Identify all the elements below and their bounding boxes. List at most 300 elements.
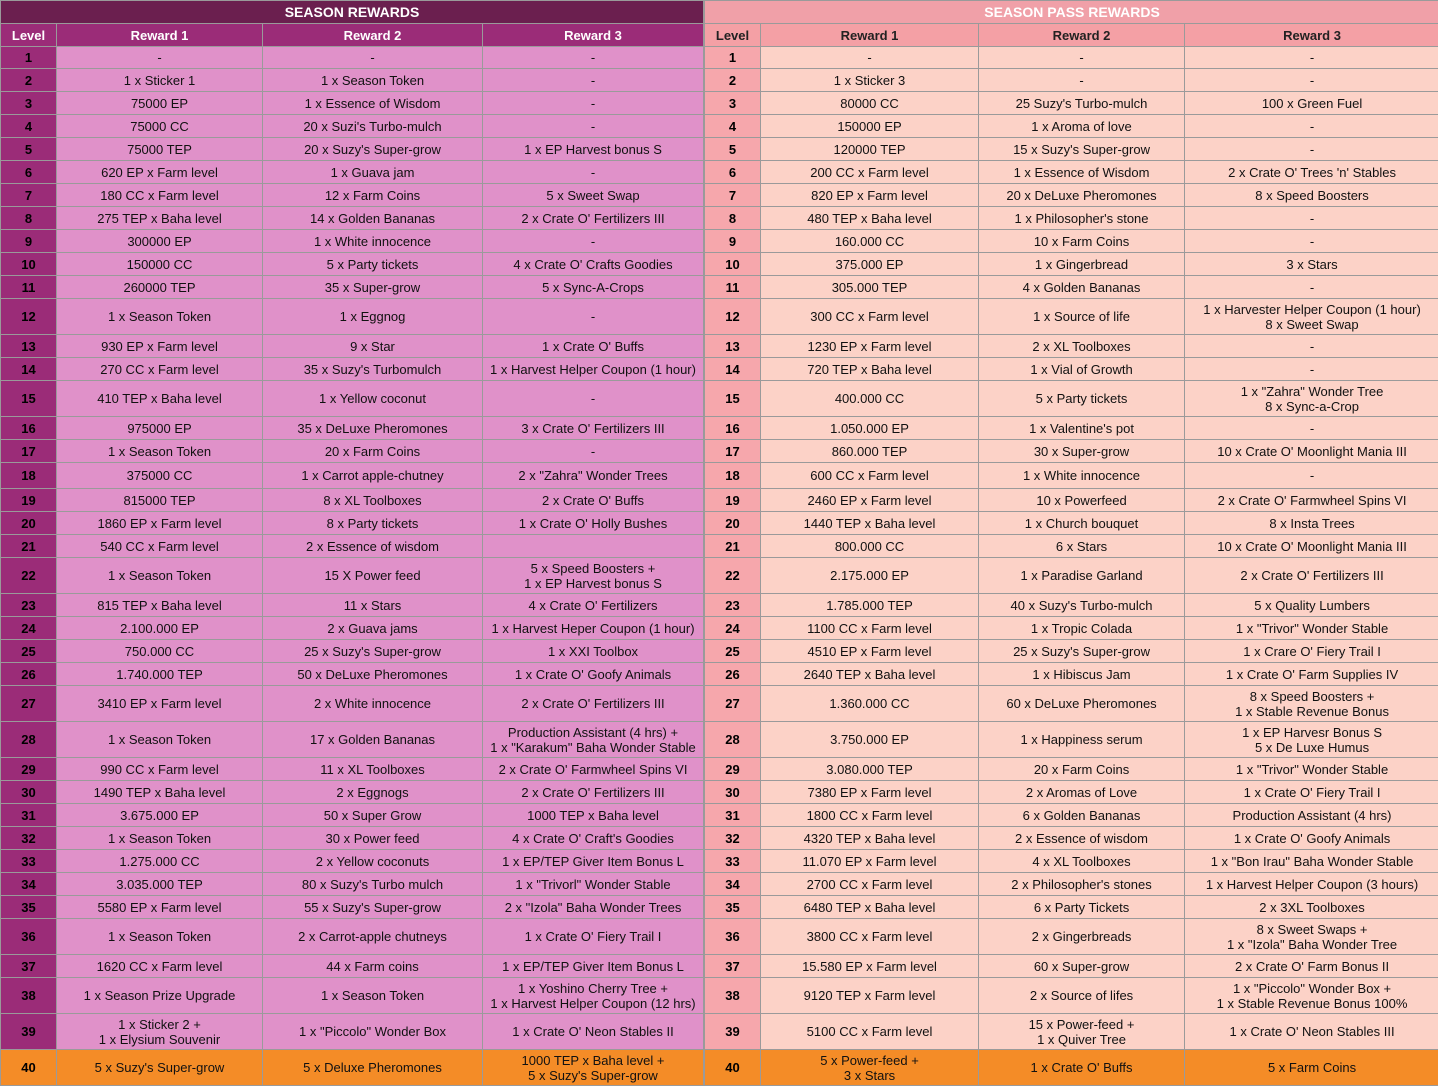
season-pass-reward-row [705,512,1438,535]
reward-3-cell: 10 x Crate O' Moonlight Mania III [1185,535,1438,558]
reward-2-cell: 60 x Super-grow [979,955,1185,978]
season-reward-row [1,781,704,804]
reward-2-cell: 2 x Essence of wisdom [979,827,1185,850]
reward-1-cell: 1 x Season Token [57,299,263,335]
season-pass-reward-row [705,47,1438,69]
reward-1-cell: 3800 CC x Farm level [761,919,979,955]
reward-3-cell: 10 x Crate O' Moonlight Mania III [1185,440,1438,463]
reward-1-cell: 1 x Season Prize Upgrade [57,978,263,1014]
level-cell: 25 [705,640,761,663]
level-cell: 9 [705,230,761,253]
level-cell: 28 [1,722,57,758]
season-reward-row [1,758,704,781]
season-reward-row [1,138,704,161]
season-reward-row [1,686,704,722]
level-cell: 20 [705,512,761,535]
reward-1-cell: 1860 EP x Farm level [57,512,263,535]
level-cell: 23 [1,594,57,617]
reward-2-cell: 1 x "Piccolo" Wonder Box [263,1014,483,1050]
season-reward-row [1,299,704,335]
reward-1-cell: 260000 TEP [57,276,263,299]
season-reward-row [1,535,704,558]
reward-2-cell: 1 x Valentine's pot [979,417,1185,440]
reward-3-cell: 2 x Crate O' Trees 'n' Stables [1185,161,1438,184]
season-pass-reward-row [705,617,1438,640]
level-cell: 7 [705,184,761,207]
reward-3-cell: - [483,161,704,184]
reward-2-cell: 8 x XL Toolboxes [263,489,483,512]
reward-2-cell: 20 x Suzy's Super-grow [263,138,483,161]
level-cell: 39 [705,1014,761,1050]
reward-2-cell: 20 x Suzi's Turbo-mulch [263,115,483,138]
reward-3-cell: - [483,230,704,253]
level-cell: 28 [705,722,761,758]
reward-3-cell: - [1185,417,1438,440]
reward-1-cell: 1 x Sticker 3 [761,69,979,92]
reward-2-cell: 12 x Farm Coins [263,184,483,207]
level-cell: 2 [1,69,57,92]
level-cell: 12 [1,299,57,335]
level-cell: 24 [705,617,761,640]
season-pass-reward-row [705,115,1438,138]
reward-2-cell: 2 x Yellow coconuts [263,850,483,873]
season-pass-reward-row [705,381,1438,417]
season-pass-reward-row [705,230,1438,253]
reward-1-cell: 3.035.000 TEP [57,873,263,896]
reward-2-cell: 10 x Farm Coins [979,230,1185,253]
season-pass-reward-row [705,184,1438,207]
reward-3-cell: 2 x Crate O' Farm Bonus II [1185,955,1438,978]
reward-2-cell: 1 x Season Token [263,69,483,92]
reward-1-cell: 300 CC x Farm level [761,299,979,335]
reward-1-cell: 3.080.000 TEP [761,758,979,781]
reward-2-cell: 9 x Star [263,335,483,358]
season-reward-row [1,512,704,535]
reward-2-cell: 1 x Paradise Garland [979,558,1185,594]
season-reward-row [1,207,704,230]
reward-2-cell: 2 x White innocence [263,686,483,722]
reward-3-cell: 3 x Stars [1185,253,1438,276]
season-pass-reward-row [705,781,1438,804]
reward-2-cell: 25 x Suzy's Super-grow [979,640,1185,663]
reward-1-cell: 800.000 CC [761,535,979,558]
reward-3-cell: 1 x Yoshino Cherry Tree + 1 x Harvest Helper Coupon (12 hrs) [483,978,704,1014]
reward-2-cell: 6 x Party Tickets [979,896,1185,919]
level-cell: 14 [1,358,57,381]
level-cell: 38 [1,978,57,1014]
level-cell: 10 [1,253,57,276]
reward-1-cell: 1490 TEP x Baha level [57,781,263,804]
season-pass-reward-row [705,594,1438,617]
reward-2-cell: 2 x Carrot-apple chutneys [263,919,483,955]
season-pass-reward-row [705,722,1438,758]
reward-2-cell: 25 x Suzy's Super-grow [263,640,483,663]
reward-2-cell: 1 x Happiness serum [979,722,1185,758]
reward-2-cell: 1 x Eggnog [263,299,483,335]
reward-2-cell: 14 x Golden Bananas [263,207,483,230]
reward-3-cell: - [1185,276,1438,299]
season-pass-reward-row [705,207,1438,230]
reward-2-cell: 15 X Power feed [263,558,483,594]
reward-3-cell: 2 x Crate O' Fertilizers III [1185,558,1438,594]
reward-2-cell: 15 x Power-feed + 1 x Quiver Tree [979,1014,1185,1050]
reward-2-cell: 5 x Party tickets [263,253,483,276]
level-cell: 22 [1,558,57,594]
level-cell: 3 [705,92,761,115]
reward-1-cell: 6480 TEP x Baha level [761,896,979,919]
reward-1-cell: 1620 CC x Farm level [57,955,263,978]
reward-2-cell: 15 x Suzy's Super-grow [979,138,1185,161]
season-pass-reward-row [705,535,1438,558]
level-cell: 37 [1,955,57,978]
level-cell: 37 [705,955,761,978]
season-pass-reward-row [705,804,1438,827]
reward-1-cell: 3.750.000 EP [761,722,979,758]
column-header-reward-1: Reward 1 [57,24,263,47]
reward-3-cell: 5 x Sync-A-Crops [483,276,704,299]
season-pass-reward-row [705,489,1438,512]
season-reward-row [1,463,704,489]
reward-3-cell: 1 x Crate O' Goofy Animals [483,663,704,686]
reward-1-cell: 15.580 EP x Farm level [761,955,979,978]
level-cell: 17 [705,440,761,463]
reward-1-cell: 180 CC x Farm level [57,184,263,207]
reward-1-cell: 400.000 CC [761,381,979,417]
season-pass-reward-row [705,896,1438,919]
reward-1-cell: 1440 TEP x Baha level [761,512,979,535]
reward-2-cell: 11 x Stars [263,594,483,617]
reward-2-cell: 1 x Guava jam [263,161,483,184]
season-reward-row [1,440,704,463]
reward-3-cell: 1 x Crate O' Neon Stables II [483,1014,704,1050]
reward-3-cell: 4 x Crate O' Craft's Goodies [483,827,704,850]
level-cell: 27 [705,686,761,722]
level-cell: 32 [705,827,761,850]
reward-3-cell: 3 x Crate O' Fertilizers III [483,417,704,440]
reward-3-cell: 1 x Crate O' Buffs [483,335,704,358]
reward-1-cell: 150000 EP [761,115,979,138]
season-reward-row [1,184,704,207]
reward-3-cell: - [483,69,704,92]
reward-2-cell: 4 x XL Toolboxes [979,850,1185,873]
reward-3-cell: 1 x Crate O' Farm Supplies IV [1185,663,1438,686]
reward-1-cell: 120000 TEP [761,138,979,161]
level-cell: 35 [705,896,761,919]
reward-2-cell: 80 x Suzy's Turbo mulch [263,873,483,896]
reward-3-cell: - [483,115,704,138]
reward-3-cell: 1 x EP Harvest bonus S [483,138,704,161]
level-cell: 32 [1,827,57,850]
reward-3-cell: 1 x Harvester Helper Coupon (1 hour) 8 x Sweet Swap [1185,299,1438,335]
reward-2-cell: 1 x Hibiscus Jam [979,663,1185,686]
column-header-reward-3: Reward 3 [1185,24,1438,47]
reward-2-cell: 44 x Farm coins [263,955,483,978]
reward-2-cell: 50 x Super Grow [263,804,483,827]
season-reward-row [1,115,704,138]
reward-1-cell: 4320 TEP x Baha level [761,827,979,850]
level-cell: 6 [705,161,761,184]
reward-3-cell: - [1185,69,1438,92]
reward-3-cell: 1 x "Trivor" Wonder Stable [1185,758,1438,781]
column-header-reward-3: Reward 3 [483,24,704,47]
season-reward-row [1,47,704,69]
level-cell: 15 [1,381,57,417]
reward-1-cell: 270 CC x Farm level [57,358,263,381]
reward-2-cell: 2 x XL Toolboxes [979,335,1185,358]
reward-1-cell: 820 EP x Farm level [761,184,979,207]
level-cell: 12 [705,299,761,335]
season-reward-row [1,381,704,417]
reward-1-cell: 75000 CC [57,115,263,138]
season-pass-reward-row [705,440,1438,463]
reward-1-cell: 1.050.000 EP [761,417,979,440]
reward-3-cell: Production Assistant (4 hrs) [1185,804,1438,827]
reward-1-cell: 1 x Sticker 1 [57,69,263,92]
level-cell: 17 [1,440,57,463]
reward-1-cell: 815 TEP x Baha level [57,594,263,617]
level-cell: 14 [705,358,761,381]
season-pass-reward-row [705,358,1438,381]
reward-3-cell: 1 x Crate O' Neon Stables III [1185,1014,1438,1050]
reward-2-cell: 2 x Guava jams [263,617,483,640]
season-reward-row [1,722,704,758]
reward-1-cell: 200 CC x Farm level [761,161,979,184]
reward-2-cell: 2 x Eggnogs [263,781,483,804]
reward-1-cell: 2.175.000 EP [761,558,979,594]
level-cell: 34 [705,873,761,896]
season-pass-reward-row [705,1014,1438,1050]
season-reward-row [1,978,704,1014]
reward-3-cell: 1 x Harvest Helper Coupon (1 hour) [483,358,704,381]
reward-2-cell: 40 x Suzy's Turbo-mulch [979,594,1185,617]
reward-1-cell: 375.000 EP [761,253,979,276]
level-cell: 35 [1,896,57,919]
reward-1-cell: 2.100.000 EP [57,617,263,640]
reward-3-cell: 5 x Speed Boosters + 1 x EP Harvest bonus S [483,558,704,594]
reward-1-cell: 305.000 TEP [761,276,979,299]
reward-1-cell: 75000 TEP [57,138,263,161]
season-reward-row [1,873,704,896]
reward-3-cell: - [1185,335,1438,358]
reward-3-cell: 1 x EP/TEP Giver Item Bonus L [483,955,704,978]
reward-3-cell: - [483,381,704,417]
reward-3-cell: 1 x "Bon Irau" Baha Wonder Stable [1185,850,1438,873]
reward-2-cell: 6 x Golden Bananas [979,804,1185,827]
level-cell: 36 [705,919,761,955]
reward-2-cell: 20 x Farm Coins [263,440,483,463]
reward-1-cell: 750.000 CC [57,640,263,663]
season-pass-reward-row [705,850,1438,873]
reward-3-cell: 1 x Harvest Heper Coupon (1 hour) [483,617,704,640]
reward-3-cell: Production Assistant (4 hrs) + 1 x "Karakum" Baha Wonder Stable [483,722,704,758]
season-reward-row [1,617,704,640]
level-cell: 8 [1,207,57,230]
level-cell: 33 [705,850,761,873]
season-rewards-table [0,0,704,1086]
reward-3-cell: 8 x Sweet Swaps + 1 x "Izola" Baha Wonder Tree [1185,919,1438,955]
reward-1-cell: 410 TEP x Baha level [57,381,263,417]
reward-1-cell: 5580 EP x Farm level [57,896,263,919]
level-cell: 5 [1,138,57,161]
season-pass-reward-row [705,161,1438,184]
reward-1-cell: 3410 EP x Farm level [57,686,263,722]
reward-2-cell: 30 x Power feed [263,827,483,850]
reward-3-cell: 2 x Crate O' Fertilizers III [483,781,704,804]
reward-1-cell: 480 TEP x Baha level [761,207,979,230]
level-cell: 1 [705,47,761,69]
reward-3-cell: 1 x Crate O' Goofy Animals [1185,827,1438,850]
level-cell: 5 [705,138,761,161]
reward-3-cell: - [1185,47,1438,69]
reward-2-cell: 20 x DeLuxe Pheromones [979,184,1185,207]
reward-2-cell: 10 x Powerfeed [979,489,1185,512]
season-reward-row [1,594,704,617]
reward-3-cell: 1 x "Piccolo" Wonder Box + 1 x Stable Revenue Bonus 100% [1185,978,1438,1014]
column-header-reward-2: Reward 2 [979,24,1185,47]
level-cell: 29 [705,758,761,781]
level-cell: 16 [705,417,761,440]
season-pass-reward-row [705,417,1438,440]
season-reward-row [1,489,704,512]
season-reward-row [1,640,704,663]
reward-1-cell: 5100 CC x Farm level [761,1014,979,1050]
level-cell: 30 [1,781,57,804]
season-pass-reward-row [705,138,1438,161]
reward-2-cell: 60 x DeLuxe Pheromones [979,686,1185,722]
reward-3-cell: 1000 TEP x Baha level [483,804,704,827]
season-reward-row [1,955,704,978]
level-cell: 15 [705,381,761,417]
reward-2-cell: 1 x Gingerbread [979,253,1185,276]
reward-2-cell: 4 x Golden Bananas [979,276,1185,299]
level-cell: 4 [1,115,57,138]
season-pass-reward-row [705,978,1438,1014]
reward-2-cell: 35 x Suzy's Turbomulch [263,358,483,381]
reward-3-cell: - [483,47,704,69]
reward-1-cell: 275 TEP x Baha level [57,207,263,230]
reward-2-cell: 17 x Golden Bananas [263,722,483,758]
season-reward-row [1,558,704,594]
reward-2-cell: 1 x Carrot apple-chutney [263,463,483,489]
level-cell: 22 [705,558,761,594]
season-reward-row [1,69,704,92]
level-cell: 3 [1,92,57,115]
reward-1-cell: 1 x Season Token [57,827,263,850]
season-pass-reward-row [705,69,1438,92]
reward-2-cell: 1 x Yellow coconut [263,381,483,417]
column-header-level: Level [1,24,57,47]
reward-1-cell: 1230 EP x Farm level [761,335,979,358]
season-reward-row [1,276,704,299]
level-cell: 19 [705,489,761,512]
level-cell: 27 [1,686,57,722]
season-reward-row [1,358,704,381]
season-pass-reward-row [705,335,1438,358]
reward-1-cell: 11.070 EP x Farm level [761,850,979,873]
season-pass-reward-row [705,827,1438,850]
reward-1-cell: 80000 CC [761,92,979,115]
reward-3-cell: 1 x XXI Toolbox [483,640,704,663]
reward-3-cell: 1 x Crate O' Fiery Trail I [483,919,704,955]
level-cell: 20 [1,512,57,535]
reward-3-cell: 5 x Farm Coins [1185,1050,1438,1086]
reward-3-cell: 2 x Crate O' Buffs [483,489,704,512]
reward-3-cell: 1 x EP Harvesr Bonus S 5 x De Luxe Humus [1185,722,1438,758]
level-cell: 26 [705,663,761,686]
season-pass-reward-row [705,640,1438,663]
season-pass-reward-row [705,873,1438,896]
level-cell: 34 [1,873,57,896]
reward-3-cell: - [1185,230,1438,253]
reward-1-cell: 150000 CC [57,253,263,276]
reward-3-cell: 1 x EP/TEP Giver Item Bonus L [483,850,704,873]
season-pass-reward-row [705,686,1438,722]
reward-3-cell: 2 x 3XL Toolboxes [1185,896,1438,919]
reward-3-cell: - [1185,207,1438,230]
reward-1-cell: 1.740.000 TEP [57,663,263,686]
level-cell: 13 [705,335,761,358]
reward-1-cell: 5 x Power-feed + 3 x Stars [761,1050,979,1086]
reward-1-cell: 1.275.000 CC [57,850,263,873]
reward-2-cell: 1 x Church bouquet [979,512,1185,535]
reward-1-cell: 375000 CC [57,463,263,489]
season-reward-row [1,804,704,827]
reward-1-cell: 1 x Season Token [57,440,263,463]
season-pass-reward-row [705,276,1438,299]
season-pass-reward-row [705,253,1438,276]
level-cell: 33 [1,850,57,873]
level-cell: 29 [1,758,57,781]
reward-3-cell: 2 x Crate O' Farmwheel Spins VI [483,758,704,781]
reward-2-cell: 2 x Source of lifes [979,978,1185,1014]
reward-2-cell: 2 x Philosopher's stones [979,873,1185,896]
season-reward-row [1,1014,704,1050]
column-header-level: Level [705,24,761,47]
level-cell: 7 [1,184,57,207]
level-cell: 26 [1,663,57,686]
column-header-reward-1: Reward 1 [761,24,979,47]
reward-1-cell: - [57,47,263,69]
reward-3-cell: - [1185,115,1438,138]
season-pass-rewards-table [704,0,1438,1086]
reward-1-cell: 815000 TEP [57,489,263,512]
reward-2-cell: - [979,47,1185,69]
reward-2-cell: 5 x Party tickets [979,381,1185,417]
reward-1-cell: 3.675.000 EP [57,804,263,827]
season-pass-reward-row [705,558,1438,594]
reward-1-cell: 1 x Season Token [57,919,263,955]
reward-3-cell: - [483,92,704,115]
reward-1-cell: 1100 CC x Farm level [761,617,979,640]
reward-3-cell: - [483,440,704,463]
season-pass-rewards-title: SEASON PASS REWARDS [705,1,1438,24]
reward-3-cell: 8 x Speed Boosters + 1 x Stable Revenue Bonus [1185,686,1438,722]
season-reward-row [1,230,704,253]
reward-1-cell: 975000 EP [57,417,263,440]
reward-3-cell: 100 x Green Fuel [1185,92,1438,115]
level-cell: 24 [1,617,57,640]
reward-3-cell: - [483,299,704,335]
reward-2-cell: 55 x Suzy's Super-grow [263,896,483,919]
level-cell: 40 [1,1050,57,1086]
reward-1-cell: 600 CC x Farm level [761,463,979,489]
level-cell: 19 [1,489,57,512]
season-reward-row [1,663,704,686]
reward-1-cell: 5 x Suzy's Super-grow [57,1050,263,1086]
reward-3-cell: 1 x Crate O' Fiery Trail I [1185,781,1438,804]
level-cell: 9 [1,230,57,253]
season-pass-reward-row [705,663,1438,686]
